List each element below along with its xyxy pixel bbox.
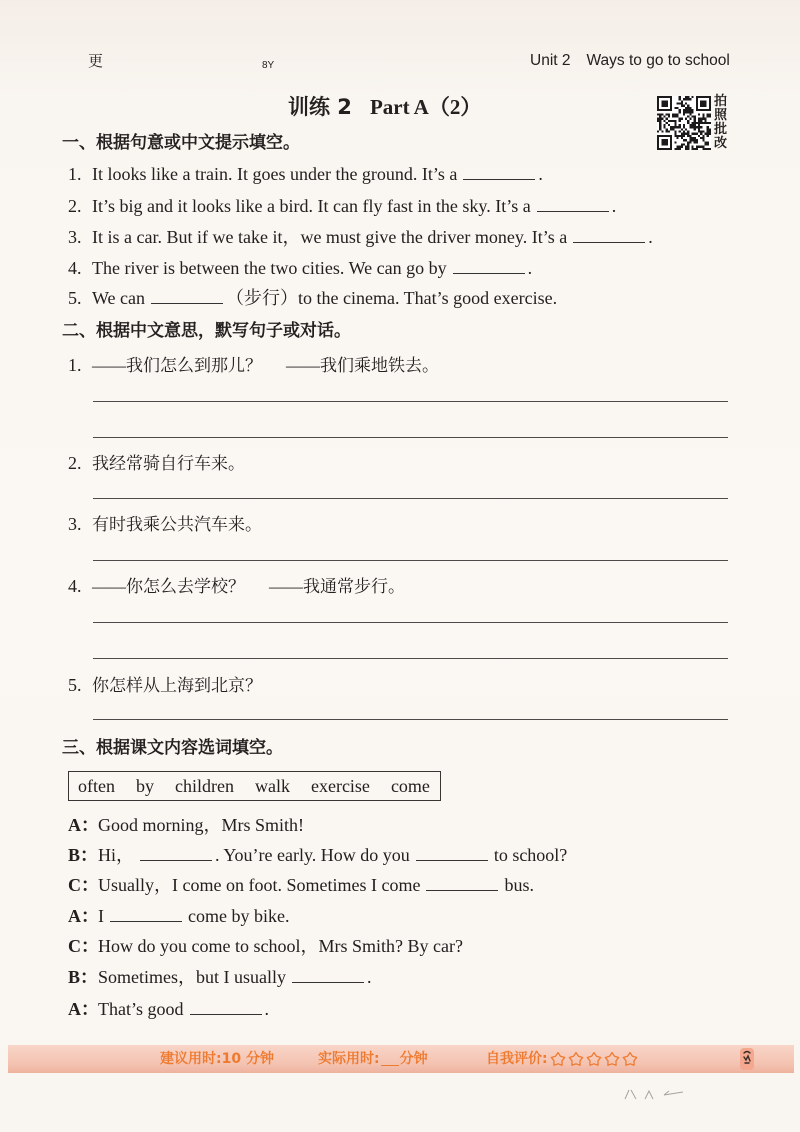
item-text-after: . bbox=[538, 164, 543, 184]
item-number: 1. bbox=[68, 355, 82, 375]
item-number: 4. bbox=[68, 258, 82, 278]
section-2-item bbox=[68, 512, 262, 536]
section-2-heading: 二、根据中文意思，默写句子或对话。 bbox=[62, 321, 351, 341]
suggested-time: 建议用时:10 分钟 bbox=[160, 1051, 274, 1067]
answer-blank bbox=[463, 165, 535, 180]
section-1-item bbox=[68, 194, 616, 218]
qr-label: 拍照批改 bbox=[714, 94, 728, 151]
section-1-item bbox=[68, 256, 532, 280]
answer-blank bbox=[151, 289, 223, 304]
actual-time-unit: 分钟 bbox=[399, 1051, 428, 1067]
speaker-label: A： bbox=[68, 999, 99, 1019]
dialogue-text: . bbox=[264, 999, 269, 1019]
speaker-label: B： bbox=[68, 845, 99, 865]
prompt-text: 有时我乘公共汽车来。 bbox=[92, 515, 262, 534]
item-text-after: （步行）to the cinema. That’s good exercise. bbox=[226, 288, 558, 308]
item-text: It’s big and it looks like a bird. It can fly fast in the sky. It’s a bbox=[92, 196, 531, 216]
word-bank-word: often bbox=[78, 775, 115, 796]
pencil-scribble bbox=[620, 1082, 690, 1106]
dialogue-text: How do you come to school，Mrs Smith? By car? bbox=[98, 936, 463, 956]
part-label: Part A（2） bbox=[369, 95, 482, 119]
dialogue-text: Sometimes，but I usually bbox=[98, 967, 286, 987]
writing-line bbox=[93, 719, 728, 720]
item-number: 5. bbox=[68, 675, 82, 695]
item-text-after: . bbox=[527, 258, 533, 278]
prompt-text: 你怎样从上海到北京？ bbox=[92, 676, 262, 695]
rating-star-outline bbox=[569, 1053, 582, 1066]
speaker-label: C： bbox=[68, 936, 99, 956]
speaker-label: C： bbox=[68, 875, 99, 895]
dialogue-line bbox=[68, 904, 289, 928]
dialogue-text: Hi， bbox=[98, 845, 134, 865]
item-number: 4. bbox=[68, 576, 82, 596]
section-2-item bbox=[68, 574, 405, 598]
speaker-label: A： bbox=[68, 906, 99, 926]
writing-line bbox=[93, 498, 728, 499]
page-title bbox=[288, 94, 481, 120]
writing-line bbox=[93, 437, 728, 438]
qr-code-icon bbox=[657, 96, 711, 150]
dialogue-line bbox=[68, 934, 463, 958]
rating-star-icon bbox=[604, 1051, 620, 1067]
self-eval-label: 自我评价: bbox=[486, 1051, 548, 1067]
dialogue-text: I bbox=[98, 906, 104, 926]
item-text: It is a car. But if we take it，we must give the driver money. It’s a bbox=[92, 227, 568, 247]
footer-band bbox=[8, 1045, 794, 1073]
item-text: We can bbox=[92, 288, 146, 308]
rating-star-outline bbox=[623, 1053, 636, 1066]
prompt-answer: ——我们乘地铁去。 bbox=[286, 356, 439, 375]
section-2-item bbox=[68, 353, 439, 377]
rating-star-icon bbox=[622, 1051, 638, 1067]
dialogue-line bbox=[68, 873, 534, 897]
section-3-heading: 三、根据课文内容选词填空。 bbox=[62, 738, 283, 758]
page-code: 8Y bbox=[262, 60, 275, 71]
rating-star-icon bbox=[550, 1051, 566, 1067]
dialogue-line bbox=[68, 965, 372, 989]
unit-header bbox=[530, 51, 730, 71]
word-bank-word: come bbox=[390, 775, 430, 796]
item-text-after: . bbox=[611, 196, 617, 216]
actual-time-blank bbox=[381, 1053, 399, 1066]
pencil-mark bbox=[625, 1090, 683, 1099]
answer-blank bbox=[573, 228, 645, 243]
section-2-item bbox=[68, 451, 245, 475]
item-number: 3. bbox=[68, 514, 82, 534]
dialogue-text: . bbox=[367, 967, 372, 987]
answer-blank bbox=[537, 197, 609, 212]
item-number: 5. bbox=[68, 288, 82, 308]
dialogue-line bbox=[68, 813, 304, 837]
dialogue-text: Usually，I come on foot. Sometimes I come bbox=[98, 875, 421, 895]
dialogue-text: That’s good bbox=[98, 999, 184, 1019]
prompt-answer: ——我通常步行。 bbox=[269, 577, 405, 596]
section-1-item bbox=[68, 162, 543, 186]
item-text-after: . bbox=[648, 227, 653, 247]
writing-line bbox=[93, 560, 728, 561]
word-bank-word: walk bbox=[254, 775, 290, 796]
rating-star-outline bbox=[551, 1053, 564, 1066]
dialogue-text: come by bike. bbox=[188, 906, 290, 926]
word-bank-word: exercise bbox=[310, 775, 370, 796]
header-corner-char: 更 bbox=[88, 52, 104, 70]
section-1-item bbox=[68, 225, 653, 249]
dialogue-line bbox=[68, 997, 269, 1021]
item-number: 2. bbox=[68, 453, 82, 473]
rating-star-icon bbox=[586, 1051, 602, 1067]
self-evaluation bbox=[486, 1050, 640, 1068]
prompt-text: 我经常骑自行车来。 bbox=[92, 454, 245, 473]
item-number: 2. bbox=[68, 196, 82, 216]
writing-line bbox=[93, 401, 728, 402]
rating-star-outline bbox=[587, 1053, 600, 1066]
answer-blank bbox=[190, 1000, 262, 1015]
answer-blank bbox=[416, 846, 488, 861]
qr-modules bbox=[657, 96, 711, 150]
writing-line bbox=[93, 658, 728, 659]
answer-blank bbox=[453, 259, 525, 274]
lesson-label: 训练 2 bbox=[288, 95, 352, 119]
dialogue-line bbox=[68, 843, 567, 867]
answer-blank bbox=[292, 968, 364, 983]
actual-time-label: 实际用时: bbox=[318, 1051, 380, 1067]
unit-title: Ways to go to school bbox=[586, 52, 730, 69]
rating-stars bbox=[550, 1051, 640, 1067]
writing-line bbox=[93, 622, 728, 623]
item-text: It looks like a train. It goes under the ground. It’s a bbox=[92, 164, 458, 184]
actual-time bbox=[318, 1050, 428, 1068]
word-bank-word: children bbox=[174, 775, 234, 796]
rating-star-outline bbox=[605, 1053, 618, 1066]
section-2-item bbox=[68, 673, 262, 697]
answer-blank bbox=[426, 876, 498, 891]
section-1-item bbox=[68, 286, 557, 310]
item-number: 1. bbox=[68, 164, 82, 184]
prompt-question: ——我们怎么到那儿？ bbox=[92, 356, 262, 375]
rating-star-icon bbox=[568, 1051, 584, 1067]
answer-blank bbox=[110, 907, 182, 922]
answer-blank bbox=[140, 846, 212, 861]
prompt-question: ——你怎么去学校？ bbox=[92, 577, 245, 596]
word-bank-box bbox=[68, 771, 441, 801]
section-1-heading: 一、根据句意或中文提示填空。 bbox=[62, 133, 300, 153]
dialogue-text: bus. bbox=[504, 875, 534, 895]
speaker-label: B： bbox=[68, 967, 99, 987]
unit-number: Unit 2 bbox=[530, 52, 571, 69]
item-number: 3. bbox=[68, 227, 82, 247]
mascot-icon bbox=[738, 1047, 756, 1071]
speaker-label: A： bbox=[68, 815, 99, 835]
dialogue-text: to school? bbox=[493, 845, 568, 865]
dialogue-text: Good morning，Mrs Smith! bbox=[98, 815, 305, 835]
dialogue-text: . You’re early. How do you bbox=[215, 845, 410, 865]
item-text: The river is between the two cities. We can go by bbox=[92, 258, 447, 278]
word-bank-word: by bbox=[135, 775, 154, 796]
